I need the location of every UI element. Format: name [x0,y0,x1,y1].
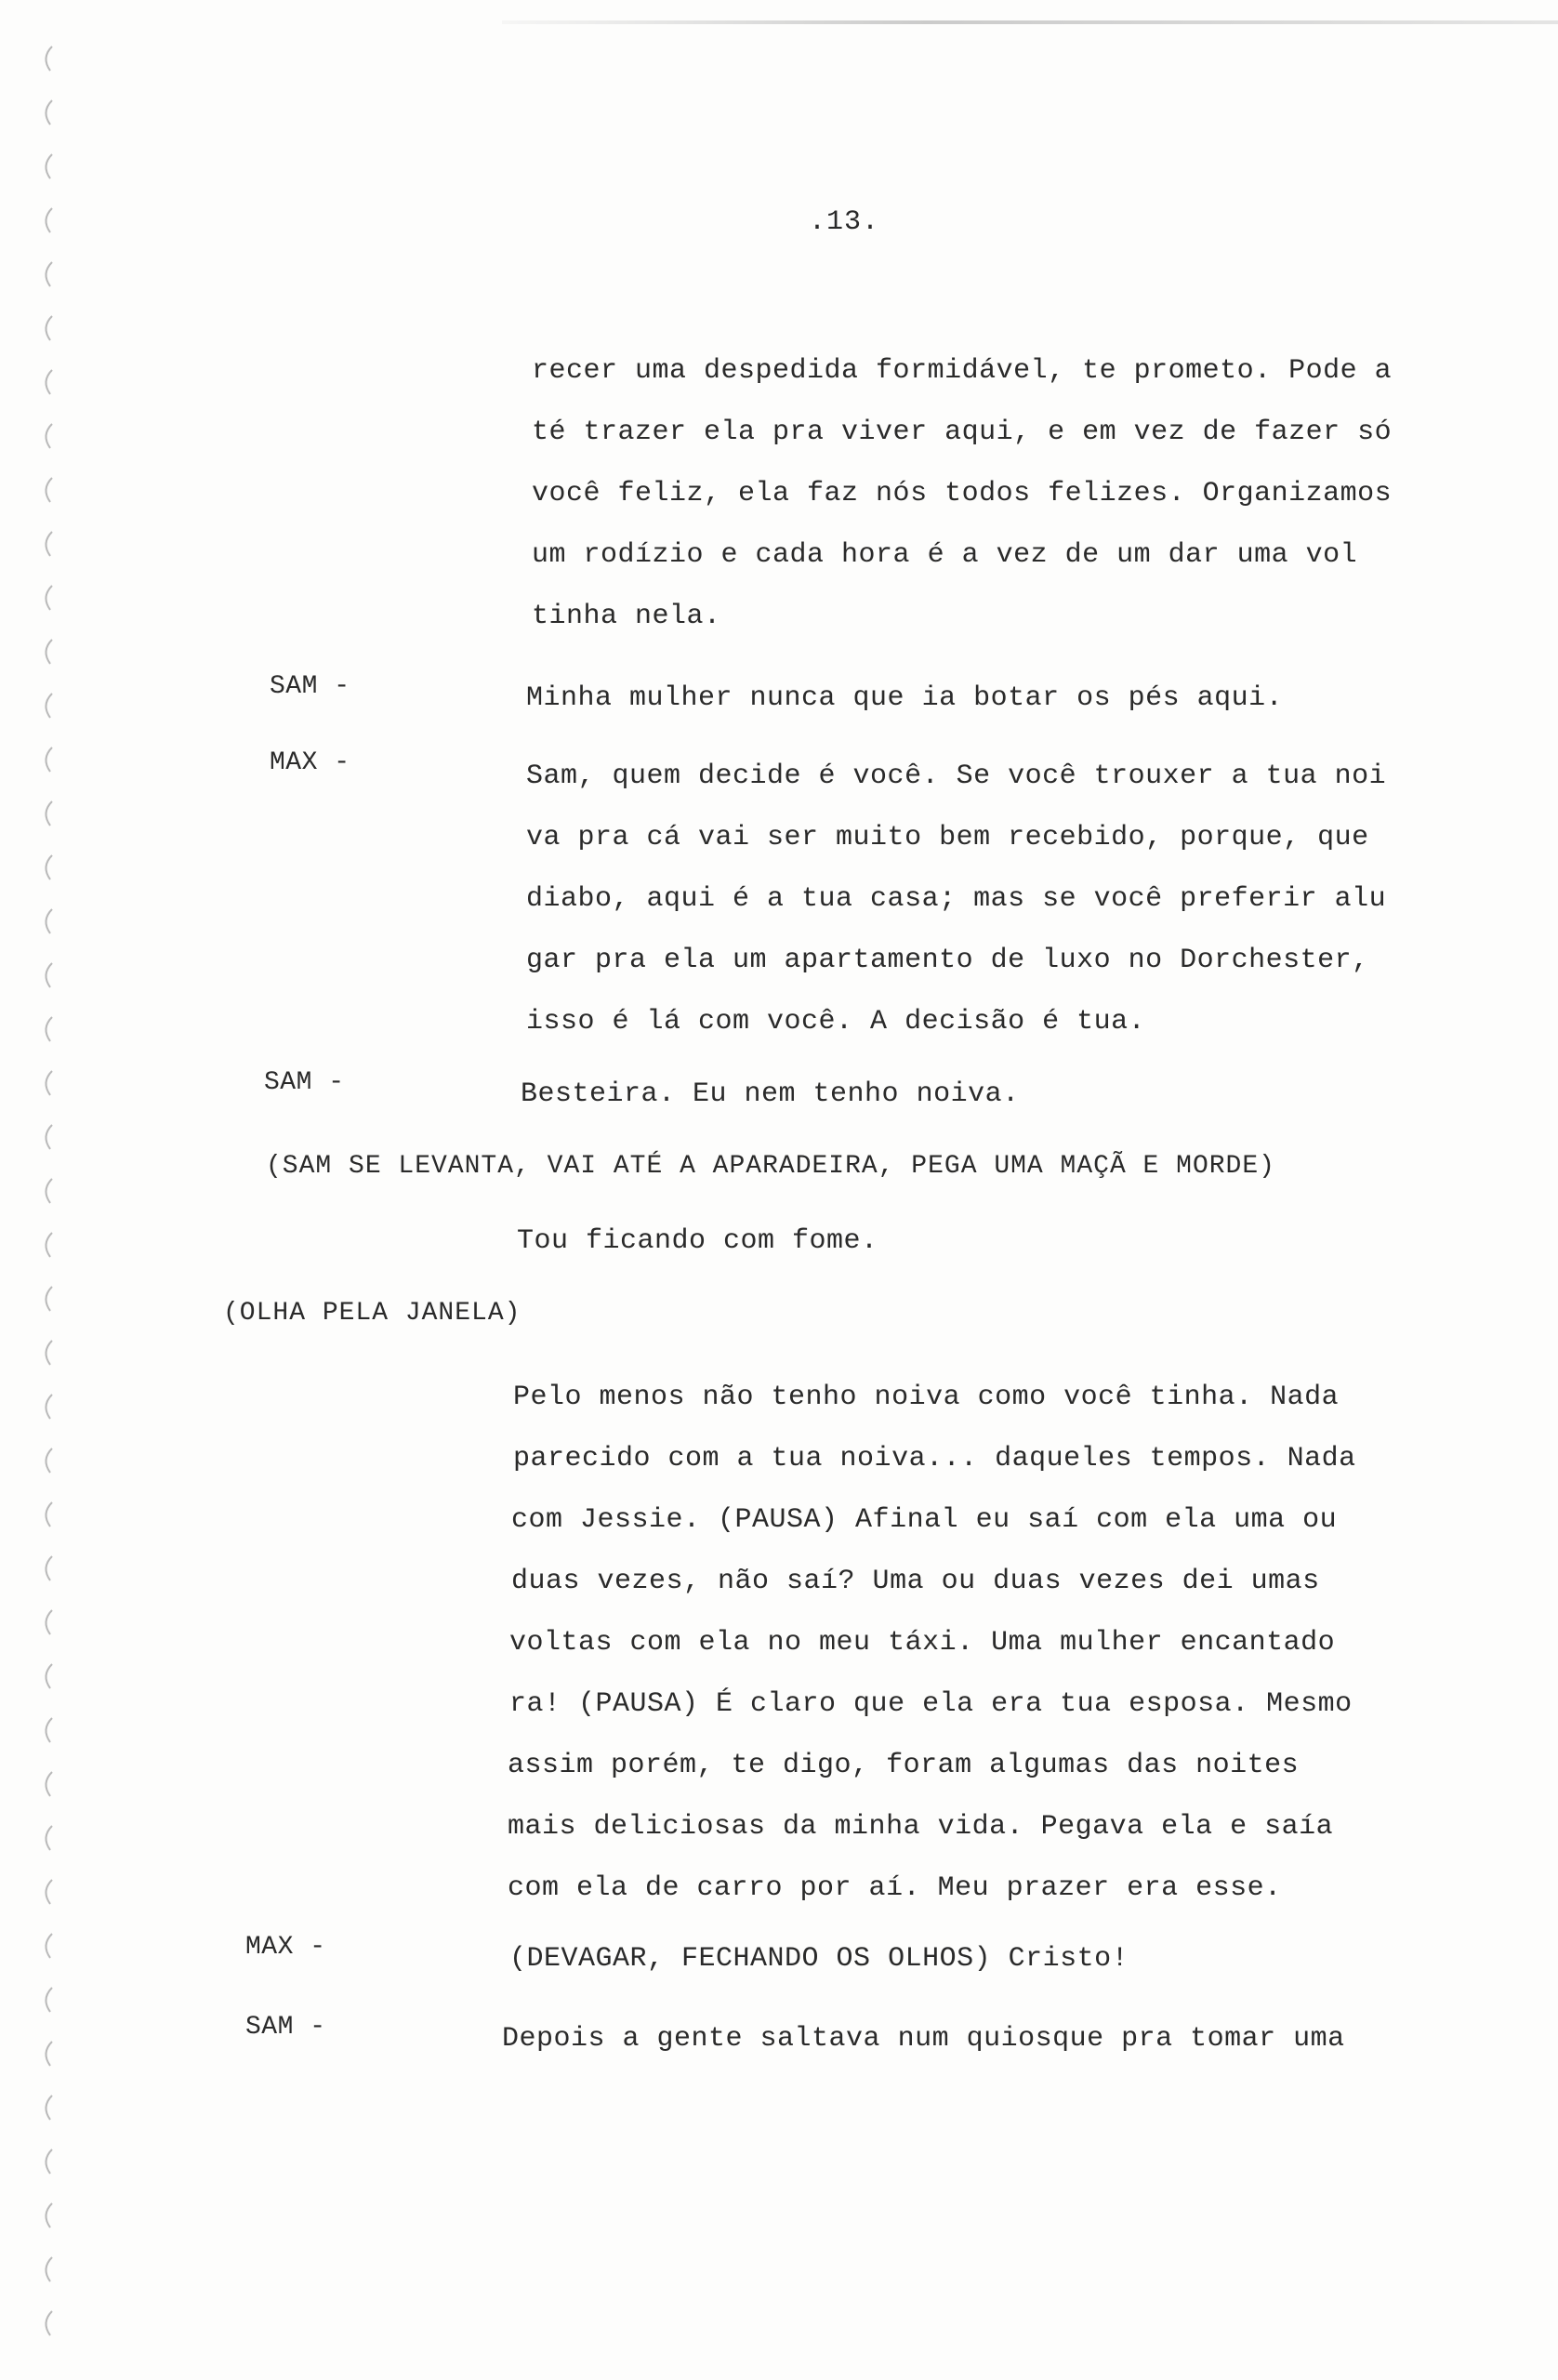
binding-hole-mark [46,1287,52,1311]
binding-hole-mark [46,1125,52,1149]
dialogue-line: duas vezes, não saí? Uma ou duas vezes dei umas [511,1566,1320,1597]
stage-direction: (SAM SE LEVANTA, VAI ATÉ A APARADEIRA, PEGA UMA MAÇÃ E MORDE) [266,1152,1275,1181]
binding-hole-mark [46,1880,52,1904]
binding-hole-mark [46,2096,52,2120]
binding-hole-mark [46,1395,52,1419]
paper-top-edge [502,20,1558,24]
dialogue-line: assim porém, te digo, foram algumas das noites [508,1750,1300,1781]
binding-hole-mark [46,46,52,71]
binding-hole-mark [46,1934,52,1958]
dialogue-line: Tou ficando com fome. [517,1225,878,1257]
binding-hole-mark [46,1664,52,1688]
dialogue-line: va pra cá vai ser muito bem recebido, porque, que [526,822,1369,853]
dialogue-line: ra! (PAUSA) É claro que ela era tua esposa. Mesmo [509,1688,1353,1720]
binding-hole-mark [46,2149,52,2174]
stage-direction: (OLHA PELA JANELA) [223,1299,522,1328]
binding-hole-mark [46,316,52,340]
binding-hole-mark [46,1718,52,1742]
binding-hole-mark [46,1610,52,1634]
binding-hole-mark [46,478,52,502]
binding-hole-mark [46,1772,52,1796]
binding-hole-mark [46,909,52,933]
dialogue-line: voltas com ela no meu táxi. Uma mulher encantado [509,1627,1336,1659]
binding-hole-mark [46,424,52,448]
binding-hole-mark [46,262,52,286]
binding-hole-mark [46,208,52,232]
speaker-label: SAM - [245,2013,326,2042]
binding-hole-mark [46,2042,52,2066]
speaker-label: SAM - [270,672,350,701]
binding-hole-mark [46,694,52,718]
dialogue-line: com ela de carro por aí. Meu prazer era esse. [508,1872,1282,1904]
binding-hole-mark [46,1502,52,1527]
dialogue-line: diabo, aqui é a tua casa; mas se você preferir alu [526,883,1387,915]
dialogue-line: Depois a gente saltava num quiosque pra tomar uma [502,2023,1345,2055]
dialogue-line: Besteira. Eu nem tenho noiva. [521,1078,1020,1110]
binding-hole-mark [46,2203,52,2228]
text-line: você feliz, ela faz nós todos felizes. Organizamos [532,478,1393,509]
binding-hole-mark [46,801,52,826]
binding-hole-mark [46,1988,52,2012]
dialogue-line: parecido com a tua noiva... daqueles tempos. Nada [513,1443,1356,1474]
binding-hole-mark [46,640,52,664]
binding-hole-mark [46,1233,52,1257]
binding-hole-mark [46,586,52,610]
page-number: .13. [809,206,880,238]
binding-hole-mark [46,2257,52,2281]
text-line: tinha nela. [532,601,721,632]
dialogue-line: isso é lá com você. A decisão é tua. [526,1006,1146,1038]
dialogue-line: Sam, quem decide é você. Se você trouxer a tua noi [526,760,1387,792]
speaker-label: MAX - [270,748,350,777]
speaker-label: MAX - [245,1933,326,1962]
binding-hole-mark [46,963,52,987]
dialogue-line: gar pra ela um apartamento de luxo no Dorchester, [526,945,1369,976]
text-line: recer uma despedida formidável, te prometo. Pode a [532,355,1393,387]
binding-hole-mark [46,370,52,394]
binding-hole-mark [46,1448,52,1473]
binding-hole-mark [46,1826,52,1850]
dialogue-line: Minha mulher nunca que ia botar os pés aqui. [526,682,1284,714]
dialogue-line: com Jessie. (PAUSA) Afinal eu saí com ela uma ou [511,1504,1338,1536]
binding-hole-mark [46,855,52,879]
binding-hole-mark [46,1017,52,1041]
text-line: um rodízio e cada hora é a vez de um dar uma vol [532,539,1358,571]
binding-hole-mark [46,2311,52,2335]
binding-hole-mark [46,154,52,178]
binding-hole-mark [46,747,52,772]
binding-hole-mark [46,1179,52,1203]
binding-hole-mark [46,1341,52,1365]
dialogue-line: mais deliciosas da minha vida. Pegava ela e saía [508,1811,1334,1843]
binding-hole-mark [46,100,52,125]
spiral-binding-holes [28,28,69,2352]
dialogue-line: Pelo menos não tenho noiva como você tinha. Nada [513,1382,1340,1413]
text-line: té trazer ela pra viver aqui, e em vez de fazer só [532,416,1393,448]
dialogue-line: (DEVAGAR, FECHANDO OS OLHOS) Cristo! [509,1943,1129,1975]
binding-hole-mark [46,1071,52,1095]
binding-hole-mark [46,1556,52,1580]
speaker-label: SAM - [264,1068,345,1097]
binding-hole-mark [46,532,52,556]
